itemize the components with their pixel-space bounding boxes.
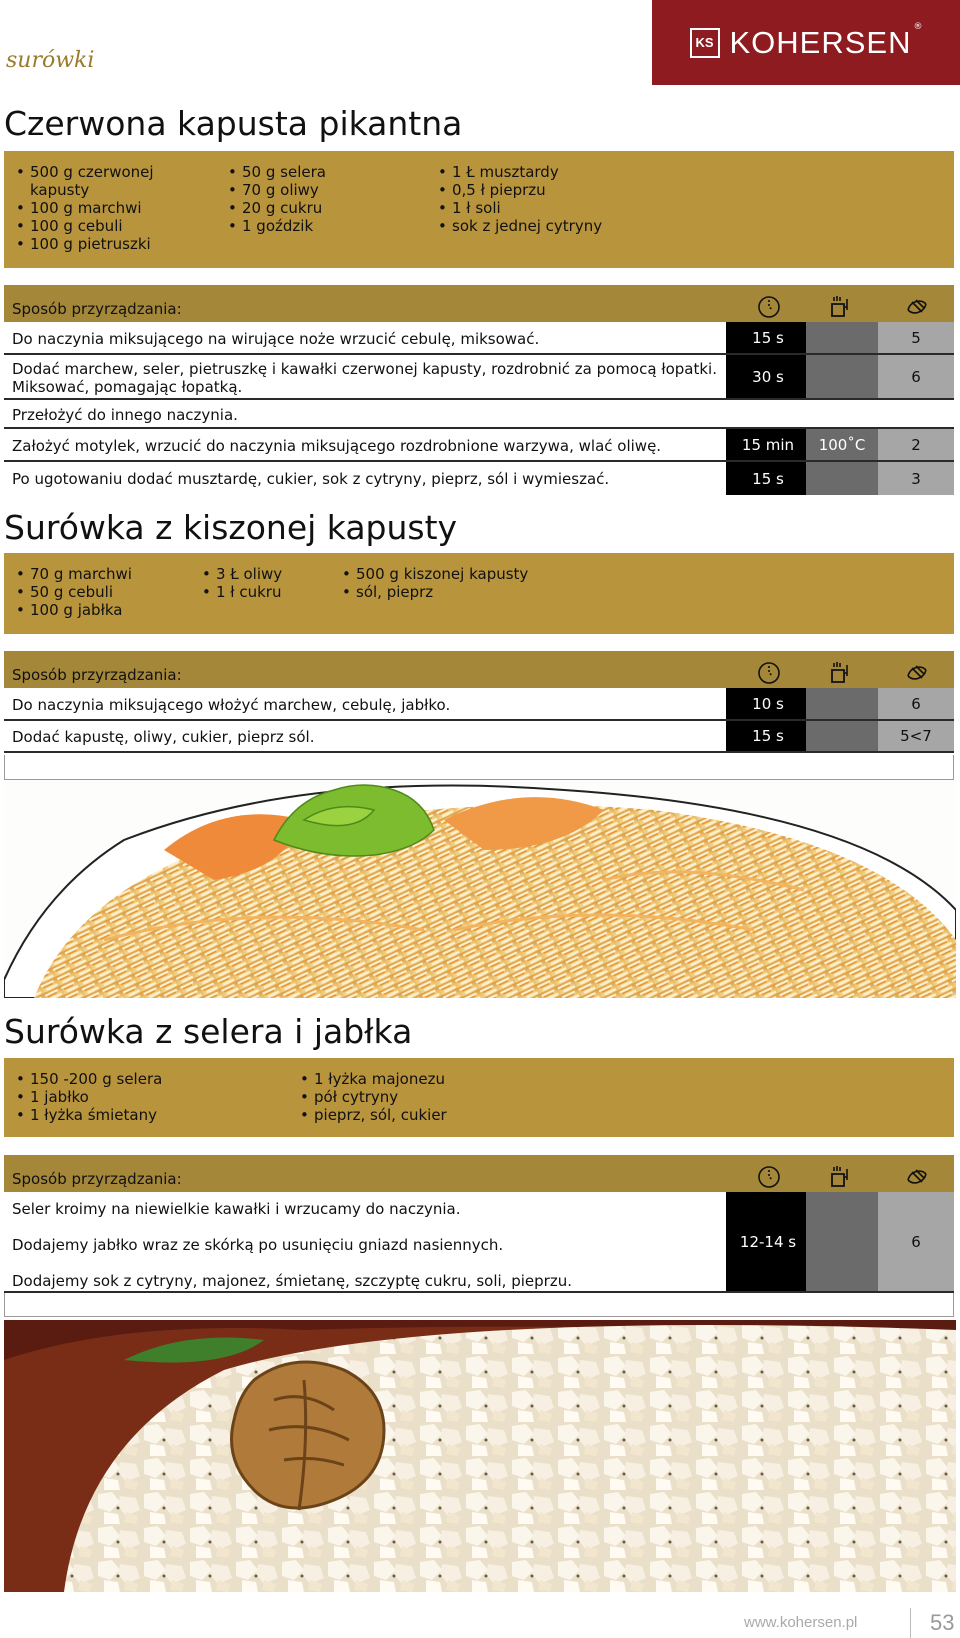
method-header <box>4 285 954 322</box>
step-text: Założyć motylek, wrzucić do naczynia miksującego rozdrobnione warzywa, wlać oliwę. <box>12 437 662 455</box>
ingredient-item: • 100 g cebuli <box>10 217 210 235</box>
step-text: Dodać kapustę, oliwy, cukier, pieprz sól. <box>12 728 315 746</box>
ingredients-column <box>222 163 422 235</box>
thermometer-pot-icon <box>826 1164 852 1190</box>
clock-icon <box>756 294 782 320</box>
method-table-1 <box>4 285 954 495</box>
ingredients-column <box>10 1070 280 1124</box>
time-cell: 30 s <box>730 355 806 398</box>
ingredient-item: • 150 -200 g selera <box>10 1070 280 1088</box>
method-header <box>4 651 954 688</box>
method-step <box>4 322 954 355</box>
step-text: Po ugotowaniu dodać musztardę, cukier, sok z cytryny, pieprz, sól i wymieszać. <box>12 470 610 488</box>
ingredients-panel-1 <box>4 151 954 268</box>
ingredient-item-continuation: kapusty <box>30 181 90 199</box>
method-label: Sposób przyrządzania: <box>12 666 182 684</box>
recipe-photo-celery-apple-salad <box>4 1320 956 1592</box>
speed-cell: 5 <box>878 322 954 353</box>
recipe-title-1: Czerwona kapusta pikantna <box>4 104 463 143</box>
temperature-cell <box>806 688 878 719</box>
method-step <box>4 400 954 429</box>
ingredient-item: • 1 łyżka majonezu <box>294 1070 594 1088</box>
method-step <box>4 355 954 400</box>
ingredient-item: • 3 Ł oliwy <box>196 565 326 583</box>
ingredient-item: • sok z jednej cytryny <box>432 217 692 235</box>
ingredient-item: • 1 ł soli <box>432 199 692 217</box>
temperature-cell <box>806 721 878 751</box>
ingredient-item: • 500 g czerwonej <box>10 163 210 181</box>
time-cell: 15 s <box>730 721 806 751</box>
speed-cell: 5<7 <box>878 721 954 751</box>
method-table-footer <box>4 1293 954 1317</box>
ingredients-panel-2 <box>4 553 954 634</box>
speed-icon <box>904 1164 930 1190</box>
speed-cell: 3 <box>878 462 954 495</box>
speed-icon <box>904 294 930 320</box>
method-step <box>4 721 954 753</box>
time-cell: 15 min <box>730 429 806 460</box>
section-tag: surówki <box>6 48 95 73</box>
speed-cell: 6 <box>878 355 954 398</box>
ingredients-column <box>336 565 636 601</box>
recipe-title-2: Surówka z kiszonej kapusty <box>4 508 458 547</box>
method-label: Sposób przyrządzania: <box>12 1170 182 1188</box>
method-step <box>4 688 954 721</box>
ingredient-item: • pół cytryny <box>294 1088 594 1106</box>
ingredient-item: • 70 g oliwy <box>222 181 422 199</box>
method-header <box>4 1155 954 1192</box>
thermometer-pot-icon <box>826 294 852 320</box>
method-table-3 <box>4 1155 954 1293</box>
ingredients-column <box>294 1070 594 1124</box>
footer-website: www.kohersen.pl <box>744 1614 858 1631</box>
clock-icon <box>756 1164 782 1190</box>
time-cell: 15 s <box>730 322 806 353</box>
method-table-2 <box>4 651 954 753</box>
step-text: Dodać marchew, seler, pietruszkę i kawałki czerwonej kapusty, rozdrobnić za pomocą łopatki. Miksować, pomagając łopatką. <box>12 360 717 396</box>
ingredients-panel-3 <box>4 1058 954 1137</box>
step-text: Dodajemy sok z cytryny, majonez, śmietanę, szczyptę cukru, soli, pieprzu. <box>12 1272 572 1290</box>
ingredient-item <box>10 181 210 199</box>
ingredient-item: • 100 g marchwi <box>10 199 210 217</box>
ingredients-column <box>196 565 326 601</box>
method-label: Sposób przyrządzania: <box>12 300 182 318</box>
ingredient-item: • 1 łyżka śmietany <box>10 1106 280 1124</box>
ingredients-column <box>10 163 210 253</box>
step-text: Do naczynia miksującego włożyć marchew, cebulę, jabłko. <box>12 696 451 714</box>
time-cell: 12-14 s <box>730 1192 806 1291</box>
step-text: Przełożyć do innego naczynia. <box>12 406 238 424</box>
ingredient-item: • sól, pieprz <box>336 583 636 601</box>
step-text: Dodajemy jabłko wraz ze skórką po usunięciu gniazd nasiennych. <box>12 1236 504 1254</box>
method-step <box>4 462 954 495</box>
temperature-cell <box>806 322 878 353</box>
recipe-title-3: Surówka z selera i jabłka <box>4 1012 413 1051</box>
temperature-cell <box>806 462 878 495</box>
speed-cell: 6 <box>878 1192 954 1291</box>
method-table-footer <box>4 755 954 780</box>
temperature-cell <box>806 355 878 398</box>
clock-icon <box>756 660 782 686</box>
brand-name: KOHERSEN <box>729 24 912 60</box>
recipe-photo-sauerkraut-salad <box>4 780 956 998</box>
ingredient-item: • 100 g pietruszki <box>10 235 210 253</box>
brand-logo-icon: KS <box>690 28 720 58</box>
time-cell: 15 s <box>730 462 806 495</box>
brand-banner <box>652 0 960 85</box>
footer-divider <box>910 1608 911 1638</box>
thermometer-pot-icon <box>826 660 852 686</box>
page-number: 53 <box>930 1610 955 1635</box>
step-text: Seler kroimy na niewielkie kawałki i wrzucamy do naczynia. <box>12 1200 461 1218</box>
speed-cell: 2 <box>878 429 954 460</box>
temperature-cell: 100˚C <box>806 429 878 460</box>
ingredient-item: • 50 g cebuli <box>10 583 190 601</box>
speed-cell: 6 <box>878 688 954 719</box>
ingredient-item: • 1 ł cukru <box>196 583 326 601</box>
step-text: Do naczynia miksującego na wirujące noże wrzucić cebulę, miksować. <box>12 330 540 348</box>
ingredient-item: • 1 Ł musztardy <box>432 163 692 181</box>
speed-icon <box>904 660 930 686</box>
ingredient-item: • 20 g cukru <box>222 199 422 217</box>
ingredient-item: • pieprz, sól, cukier <box>294 1106 594 1124</box>
ingredient-item: • 1 jabłko <box>10 1088 280 1106</box>
ingredients-column <box>432 163 692 235</box>
time-cell: 10 s <box>730 688 806 719</box>
ingredient-item: • 0,5 ł pieprzu <box>432 181 692 199</box>
ingredient-item: • 100 g jabłka <box>10 601 190 619</box>
salad-illustration <box>4 780 956 998</box>
ingredient-item: • 70 g marchwi <box>10 565 190 583</box>
ingredient-item: • 500 g kiszonej kapusty <box>336 565 636 583</box>
method-step-group <box>4 1192 954 1293</box>
ingredient-item: • 50 g selera <box>222 163 422 181</box>
ingredient-item: • 1 goździk <box>222 217 422 235</box>
method-step <box>4 429 954 462</box>
registered-mark: ® <box>913 22 923 32</box>
salad-illustration <box>4 1320 956 1592</box>
temperature-cell <box>806 1192 878 1291</box>
ingredients-column <box>10 565 190 619</box>
